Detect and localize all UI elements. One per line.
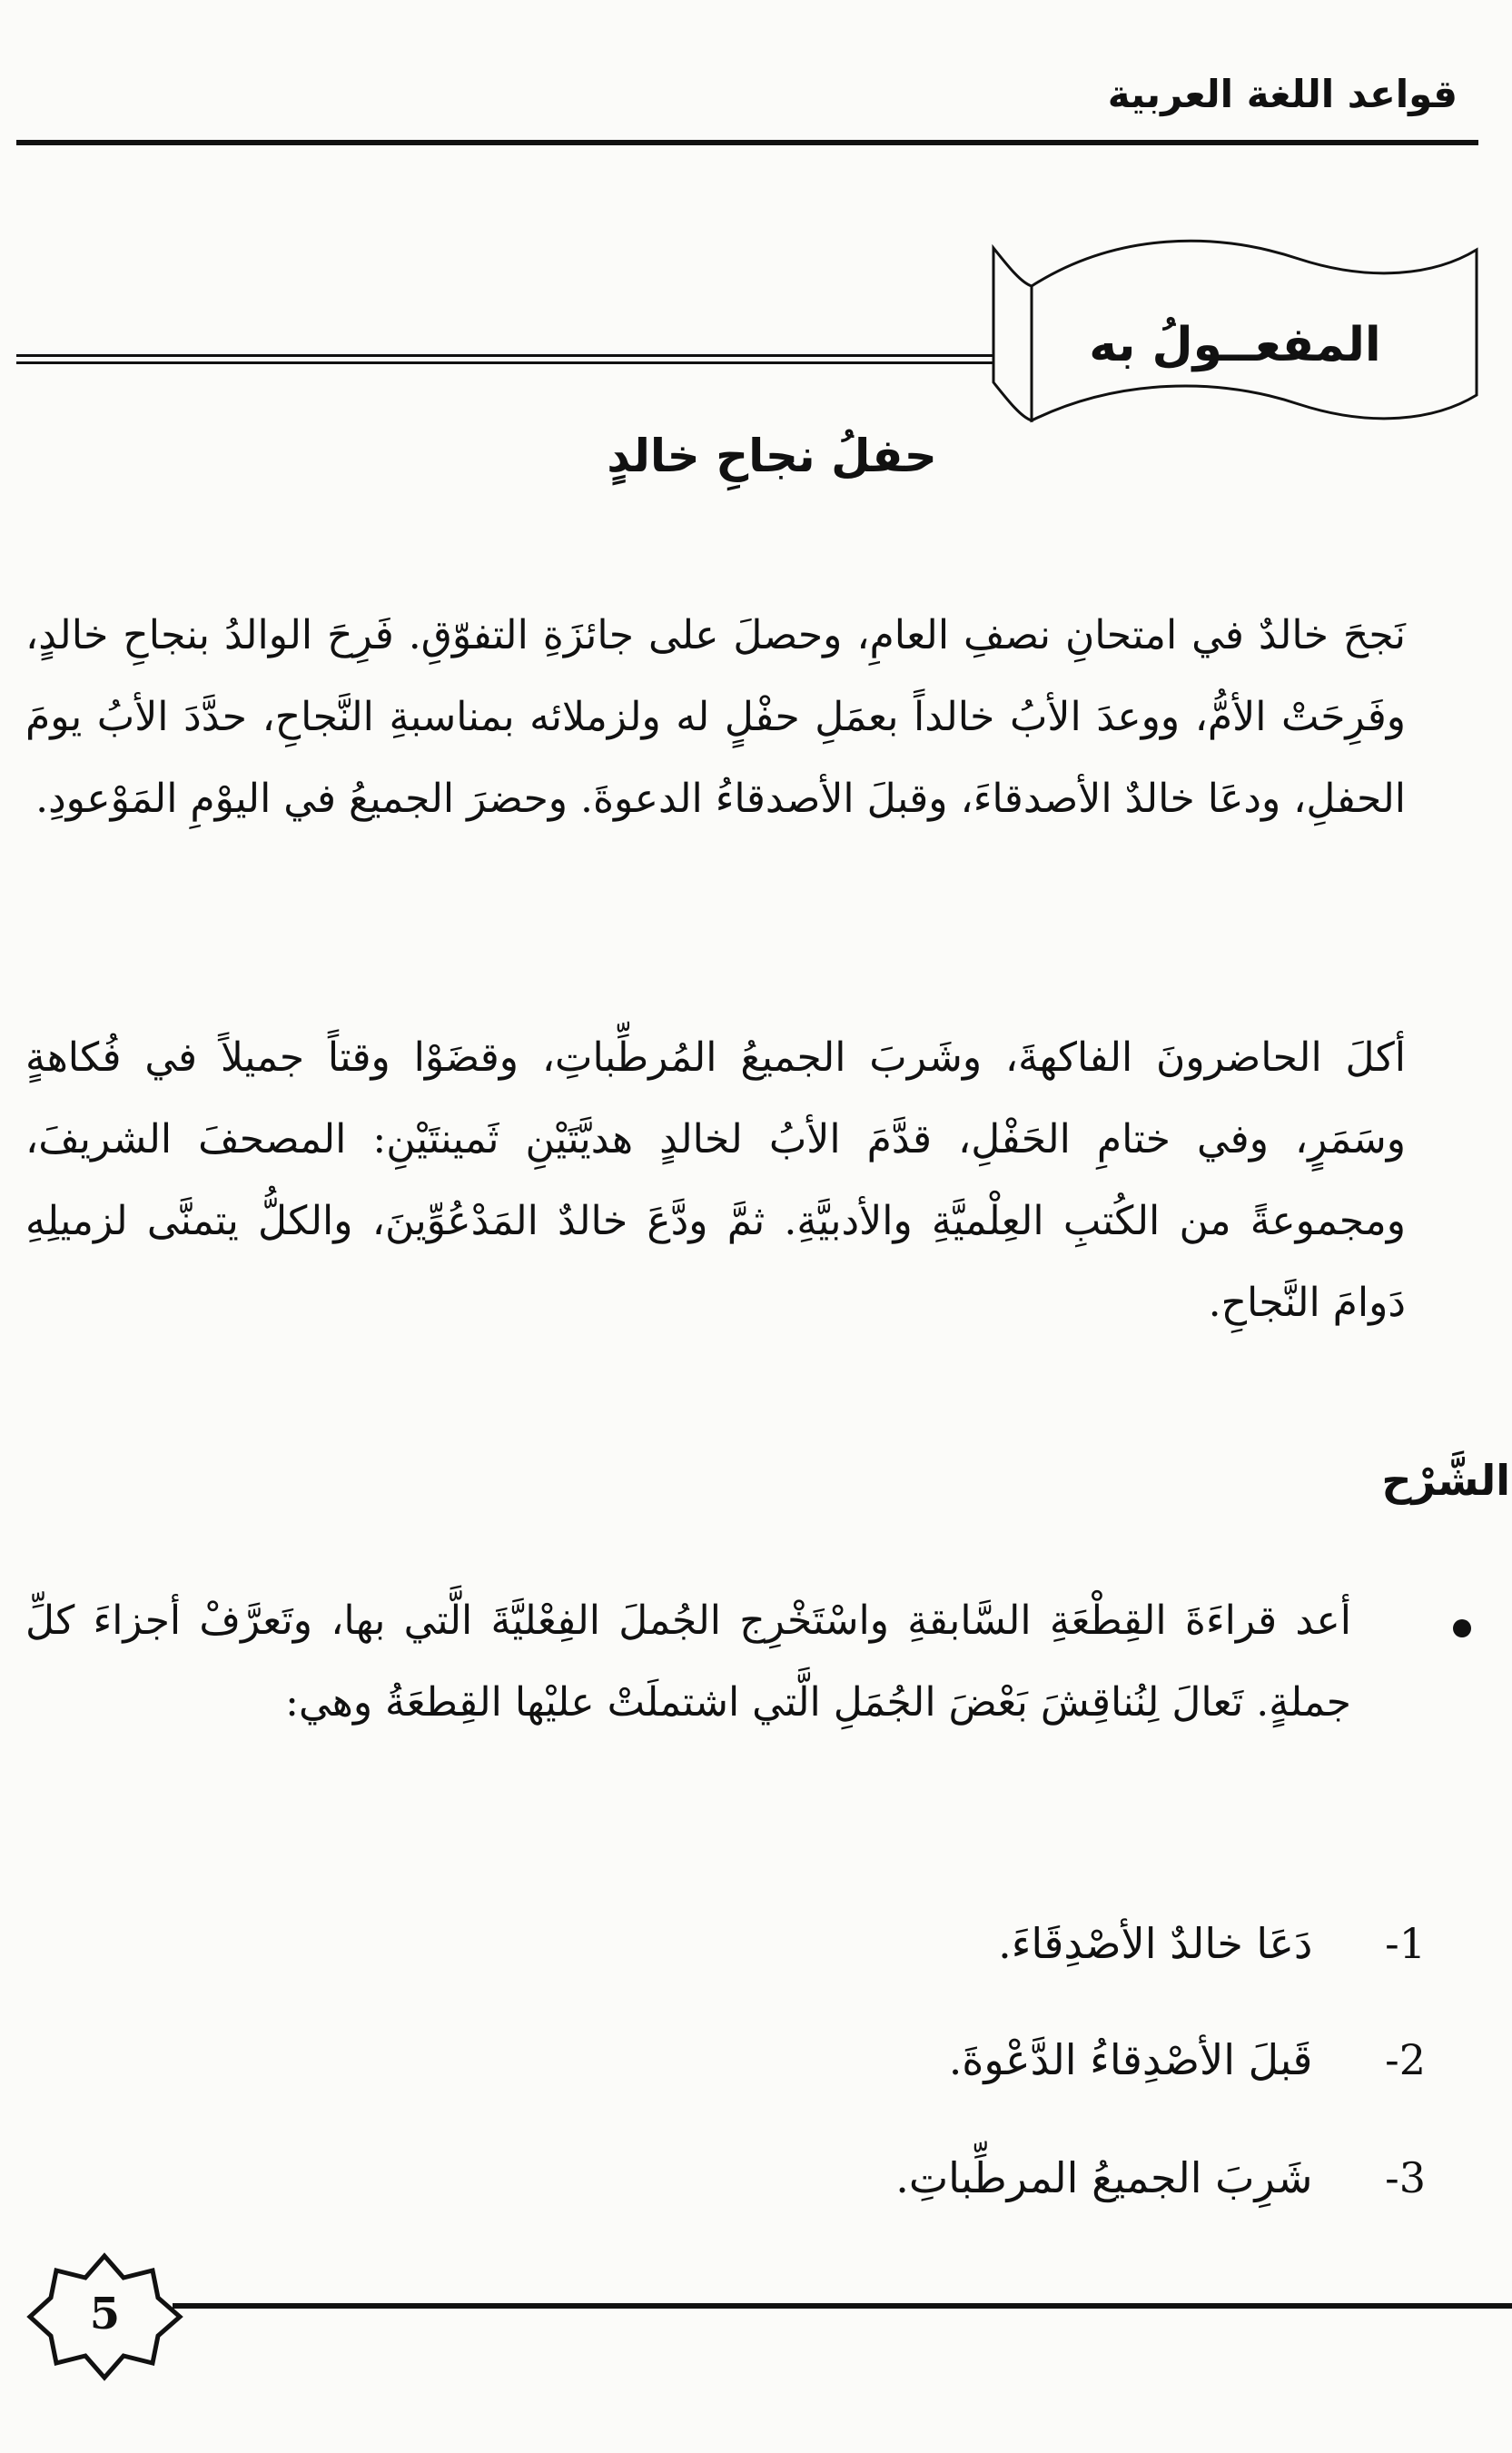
- example-item-3: [895, 2141, 1426, 2214]
- example-sentence: قَبلَ الأصْدِقاءُ الدَّعْوةَ.: [948, 2035, 1313, 2084]
- page-number: 5: [89, 2289, 121, 2339]
- banner-rule-bottom: [16, 361, 995, 364]
- passage-paragraph-1: نَجحَ خالدٌ في امتحانِ نصفِ العامِ، وحصلَ على جائزَةِ التفوّقِ. فَرِحَ الوالدُ بنجاحِ خالدٍ، وفَرِحَتْ الأمُّ، ووعدَ الأبُ خالداً بعمَلِ حفْلٍ له ولزملائه بمناسبةِ النَّجاحِ، حدَّدَ الأبُ يومَ الحفلِ، ودعَا خالدٌ الأصدقاءَ، وقبلَ الأصدقاءُ الدعوةَ. وحضرَ الجميعُ في اليوْمِ المَوْعودِ.: [25, 612, 1406, 822]
- section-title: المفعــولُ به: [1089, 318, 1381, 372]
- bullet-icon: [1453, 1619, 1471, 1637]
- example-item-1: [998, 1907, 1426, 1980]
- explanation-heading: الشَّرْح: [1381, 1456, 1510, 1505]
- example-sentence: شَرِبَ الجميعُ المرطِّباتِ.: [895, 2153, 1313, 2202]
- lesson-title: حفلُ نجاحِ خالدٍ: [607, 430, 937, 482]
- footer-rule: [173, 2303, 1512, 2309]
- example-number: 2-: [1385, 2035, 1426, 2084]
- passage-paragraph-2: أكلَ الحاضرونَ الفاكهةَ، وشَربَ الجميعُ المُرطِّباتِ، وقضَوْا وقتاً جميلاً في فُكاهةٍ وسَمَرٍ، وفي ختامِ الحَفْلِ، قدَّمَ الأبُ لخالدٍ هديَّتَيْنِ ثَمينتَيْنِ: المصحفَ الشريفَ، ومجموعةً من الكُتبِ العِلْميَّةِ والأدبيَّةِ. ثمَّ ودَّعَ خالدٌ المَدْعُوِّينَ، والكلُّ يتمنَّى لزميلِهِ دَوامَ النَّجاحِ.: [25, 1034, 1406, 1326]
- book-title: قواعد اللغة العربية: [1107, 72, 1458, 116]
- example-number: 1-: [1385, 1919, 1426, 1968]
- header-rule: [16, 140, 1478, 145]
- example-sentence: دَعَا خالدٌ الأصْدِقَاءَ.: [998, 1919, 1313, 1968]
- explanation-instructions: أعد قراءَةَ القِطْعَةِ السَّابقةِ واسْتَخْرِج الجُملَ الفِعْليَّةَ الَّتي بها، وتَعرَّفْ أجزاءَ كلِّ جملةٍ. تَعالَ لِنُناقِشَ بَعْضَ الجُمَلِ الَّتي اشتملَتْ عليْها القِطعَةُ وهي:: [25, 1597, 1351, 1726]
- example-number: 3-: [1385, 2153, 1426, 2202]
- example-item-2: [949, 2023, 1426, 2096]
- banner-rule-top: [16, 354, 995, 357]
